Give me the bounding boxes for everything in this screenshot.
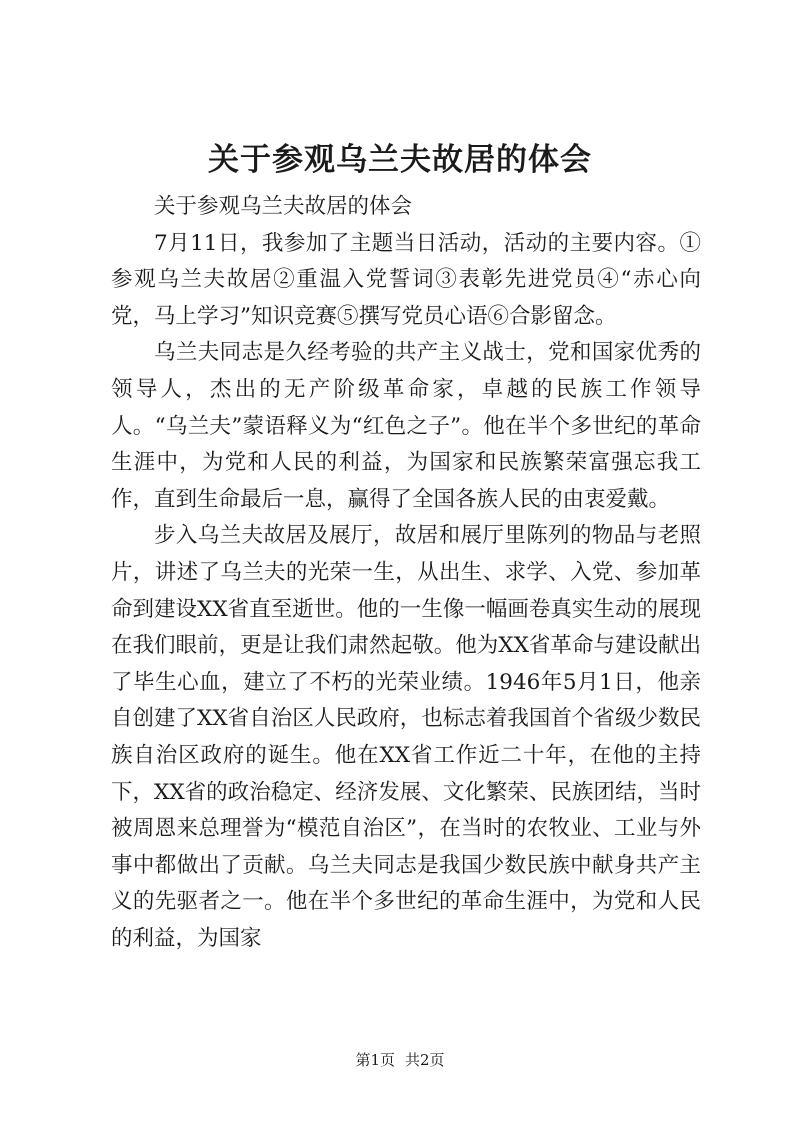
paragraph-visit: 步入乌兰夫故居及展厅，故居和展厅里陈列的物品与老照片，讲述了乌兰夫的光荣一生，从出生、求学、入党、参加革命到建设XX省直至逝世。他的一生像一幅画卷真实生动的展现在我们眼前，更是让我们肃然起敬。他为XX省革命与建设献出了毕生心血，建立了不朽的光荣业绩。1946年5月1日，他亲自创建了XX省自治区人民政府，也标志着我国首个省级少数民族自治区政府的诞生。他在XX省工作近二十年，在他的主持下，XX省的政治稳定、经济发展、文化繁荣、民族团结，当时被周恩来总理誉为“模范自治区”，在当时的农牧业、工业与外事中都做出了贡献。乌兰夫同志是我国少数民族中献身共产主义的先驱者之一。他在半个多世纪的革命生涯中，为党和人民的利益，为国家 <box>111 523 701 951</box>
document-body <box>111 189 701 957</box>
page-total: 共2页 <box>405 1051 445 1069</box>
paragraph-activity: 7月11日，我参加了主题当日活动，活动的主要内容。①参观乌兰夫故居②重温入党誓词③表彰先进党员④“赤心向党，马上学习”知识竞赛⑤撰写党员心语⑥合影留念。 <box>111 230 701 329</box>
paragraph-biography: 乌兰夫同志是久经考验的共产主义战士，党和国家优秀的领导人，杰出的无产阶级革命家，卓越的民族工作领导人。“乌兰夫”蒙语释义为“红色之子”。他在半个多世纪的革命生涯中，为党和人民的利益，为国家和民族繁荣富强忘我工作，直到生命最后一息，赢得了全国各族人民的由衷爱戴。 <box>111 340 701 512</box>
document-title: 关于参观乌兰夫故居的体会 <box>208 142 592 178</box>
page-number: 第1页 <box>355 1051 395 1069</box>
page-footer <box>0 1050 800 1070</box>
paragraph-subtitle: 关于参观乌兰夫故居的体会 <box>154 194 413 219</box>
